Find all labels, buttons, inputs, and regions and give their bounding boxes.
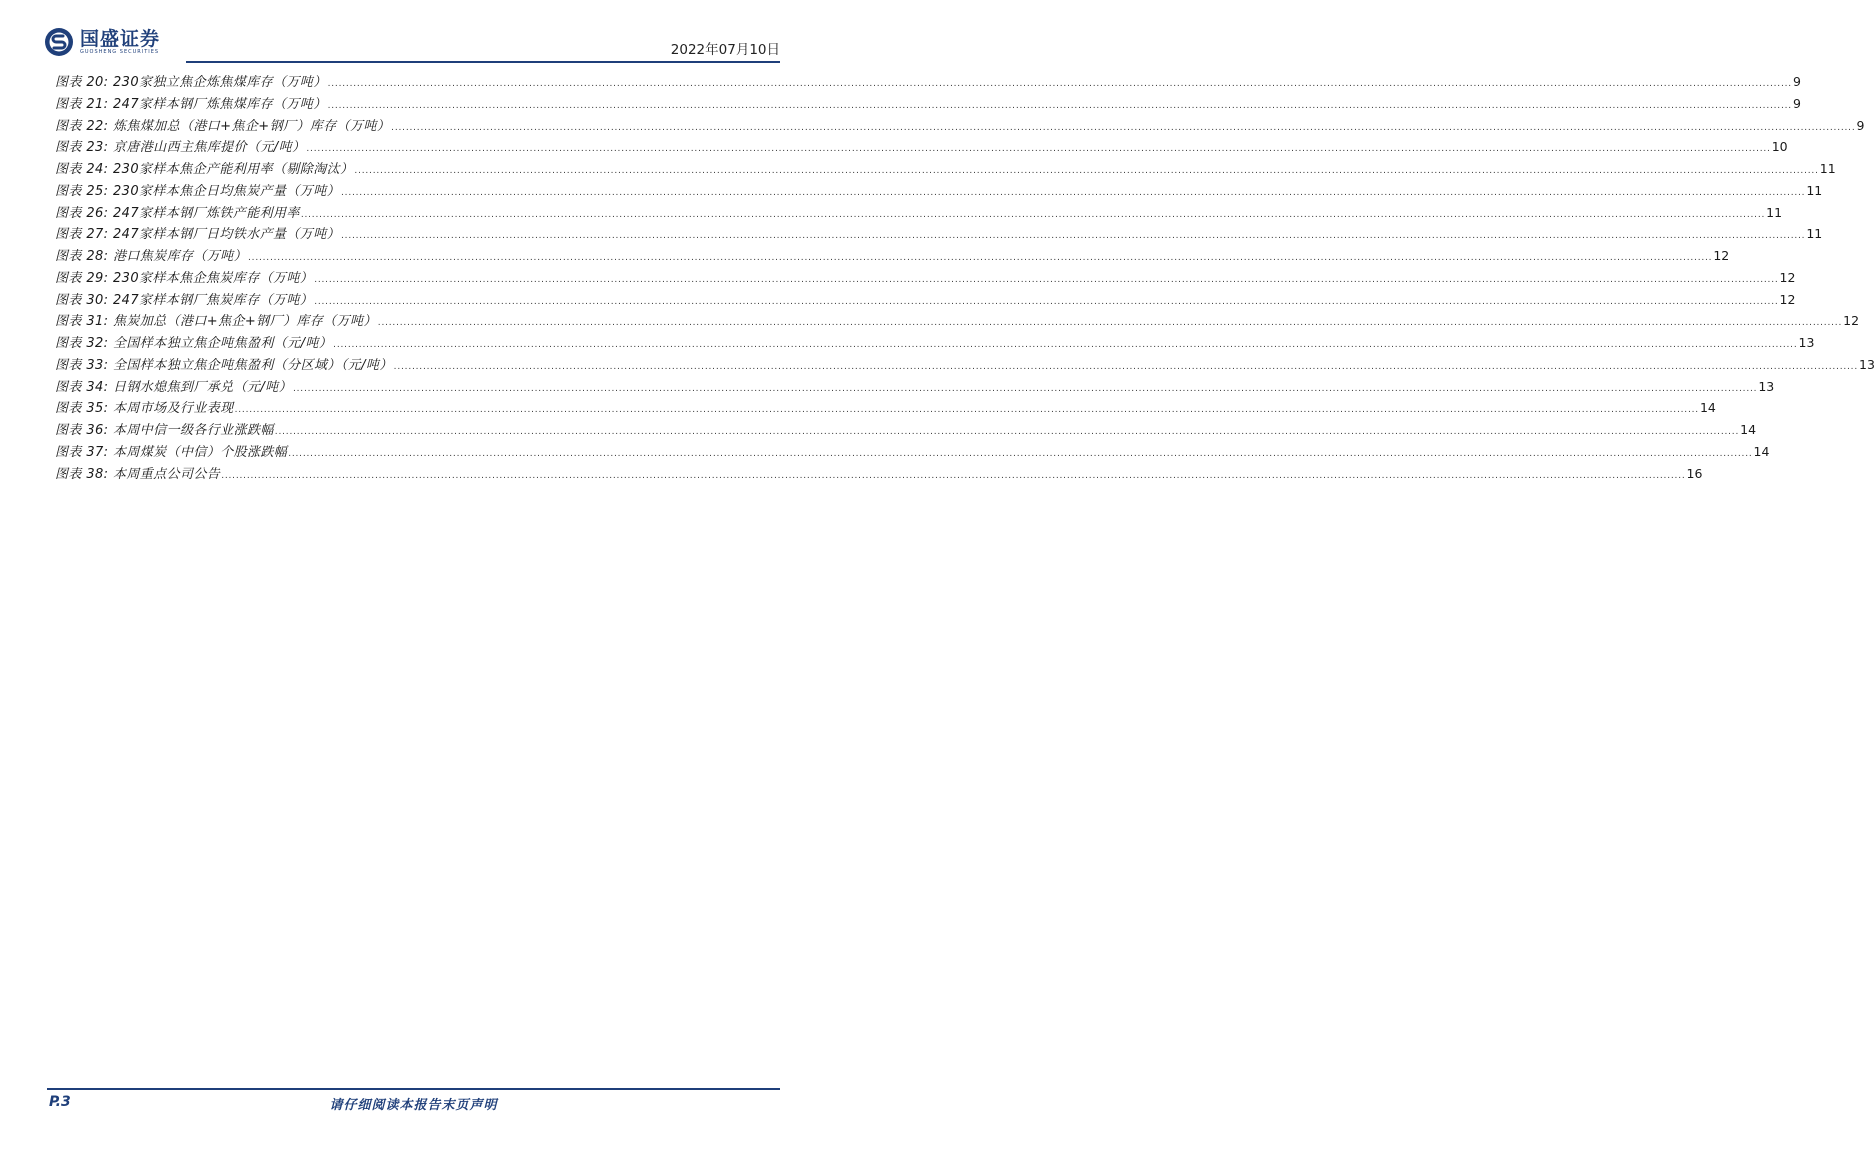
- toc-entry[interactable]: [55, 310, 1860, 332]
- toc-leader-dots: ................................................................................................................................................................................................................................................................................................................................................................................................................: [377, 318, 1843, 329]
- toc-entry-page: 12: [1779, 291, 1796, 307]
- toc-leader-dots: ................................................................................................................................................................................................................................................................................................................................................................................................................: [354, 166, 1819, 176]
- toc-entry[interactable]: [55, 397, 1716, 419]
- toc-leader-dots: ................................................................................................................................................................................................................................................................................................................................................................................................................: [327, 79, 1792, 89]
- toc-entry-page: 12: [1779, 269, 1796, 285]
- toc-leader-dots: ................................................................................................................................................................................................................................................................................................................................................................................................................: [314, 274, 1779, 285]
- toc-leader-dots: ................................................................................................................................................................................................................................................................................................................................................................................................................: [327, 100, 1792, 111]
- toc-entry-page: 12: [1713, 248, 1730, 263]
- company-logo: [44, 27, 160, 57]
- toc-entry-page: 11: [1806, 182, 1823, 198]
- toc-entry-label: 图表 35: 本周市场及行业表现: [55, 401, 234, 417]
- disclaimer-text: 请仔细阅读本报告末页声明: [329, 1098, 498, 1113]
- toc-entry-page: 9: [1792, 74, 1801, 89]
- toc-entry[interactable]: [55, 93, 1801, 115]
- toc-entry-page: 11: [1806, 226, 1823, 242]
- toc-entry-label: 图表 36: 本周中信一级各行业涨跌幅: [55, 423, 274, 438]
- toc-entry-page: 11: [1819, 161, 1836, 176]
- toc-leader-dots: ................................................................................................................................................................................................................................................................................................................................................................................................................: [393, 361, 1859, 372]
- header-divider: [186, 61, 780, 63]
- toc-entry-label: 图表 21: 247家样本钢厂炼焦煤库存（万吨）: [55, 96, 327, 112]
- logo-icon: [44, 27, 74, 57]
- figure-index-list: [55, 71, 1875, 484]
- toc-entry-page: 9: [1856, 117, 1865, 133]
- toc-leader-dots: ................................................................................................................................................................................................................................................................................................................................................................................................................: [391, 122, 1856, 133]
- toc-entry-page: 12: [1843, 313, 1860, 329]
- toc-entry-label: 图表 34: 日钢水熄焦到厂承兑（元/吨）: [55, 379, 292, 395]
- toc-entry[interactable]: [55, 223, 1823, 245]
- toc-entry-label: 图表 37: 本周煤炭（中信）个股涨跌幅: [55, 444, 288, 460]
- toc-entry-label: 图表 38: 本周重点公司公告: [55, 466, 221, 482]
- toc-entry[interactable]: [55, 441, 1770, 463]
- toc-leader-dots: ................................................................................................................................................................................................................................................................................................................................................................................................................: [300, 209, 1766, 220]
- toc-entry-label: 图表 33: 全国样本独立焦企吨焦盈利（分区域）（元/吨）: [55, 357, 393, 373]
- toc-entry[interactable]: [55, 419, 1757, 441]
- toc-entry-label: 图表 32: 全国样本独立焦企吨焦盈利（元/吨）: [55, 336, 333, 351]
- brand-subtitle: GUOSHENG SECURITIES: [80, 48, 160, 55]
- toc-leader-dots: ................................................................................................................................................................................................................................................................................................................................................................................................................: [306, 144, 1771, 155]
- toc-leader-dots: ................................................................................................................................................................................................................................................................................................................................................................................................................: [314, 296, 1779, 307]
- toc-entry[interactable]: [55, 136, 1788, 158]
- toc-entry-label: 图表 23: 京唐港山西主焦库提价（元/吨）: [55, 140, 306, 156]
- toc-entry[interactable]: [55, 202, 1783, 224]
- toc-entry-page: 13: [1758, 378, 1775, 394]
- toc-entry[interactable]: [55, 332, 1815, 354]
- page-number: P.3: [49, 1094, 71, 1110]
- toc-entry-label: 图表 25: 230家样本焦企日均焦炭产量（万吨）: [55, 183, 340, 199]
- toc-leader-dots: ................................................................................................................................................................................................................................................................................................................................................................................................................: [248, 253, 1713, 263]
- toc-entry[interactable]: [55, 158, 1836, 180]
- toc-entry[interactable]: [55, 245, 1730, 267]
- page-header: [0, 0, 827, 64]
- toc-entry-label: 图表 31: 焦炭加总（港口+焦企+钢厂）库存（万吨）: [55, 314, 377, 330]
- toc-entry-label: 图表 27: 247家样本钢厂日均铁水产量（万吨）: [55, 227, 340, 243]
- toc-entry-label: 图表 20: 230家独立焦企炼焦煤库存（万吨）: [55, 75, 327, 90]
- toc-entry[interactable]: [55, 180, 1823, 202]
- toc-entry-label: 图表 28: 港口焦炭库存（万吨）: [55, 249, 247, 264]
- toc-entry-page: 14: [1753, 443, 1770, 459]
- toc-leader-dots: ................................................................................................................................................................................................................................................................................................................................................................................................................: [292, 383, 1758, 394]
- toc-entry-label: 图表 29: 230家样本焦企焦炭库存（万吨）: [55, 270, 314, 286]
- toc-leader-dots: ................................................................................................................................................................................................................................................................................................................................................................................................................: [341, 187, 1806, 198]
- toc-entry-label: 图表 24: 230家样本焦企产能利用率（剔除淘汰）: [55, 162, 354, 177]
- toc-entry-page: 16: [1686, 465, 1703, 481]
- toc-leader-dots: ................................................................................................................................................................................................................................................................................................................................................................................................................: [288, 448, 1753, 459]
- toc-leader-dots: ................................................................................................................................................................................................................................................................................................................................................................................................................: [341, 231, 1806, 242]
- toc-entry[interactable]: [55, 376, 1775, 398]
- toc-entry[interactable]: [55, 115, 1865, 137]
- toc-entry[interactable]: [55, 267, 1796, 289]
- footer-divider: [47, 1088, 780, 1090]
- toc-entry-page: 9: [1792, 95, 1801, 111]
- brand-name: 国盛证券: [80, 27, 161, 50]
- toc-entry-label: 图表 30: 247家样本钢厂焦炭库存（万吨）: [55, 292, 314, 308]
- toc-entry-page: 10: [1771, 139, 1788, 155]
- toc-leader-dots: ................................................................................................................................................................................................................................................................................................................................................................................................................: [274, 427, 1740, 437]
- toc-entry-page: 11: [1766, 204, 1783, 220]
- toc-entry-label: 图表 22: 炼焦煤加总（港口+焦企+钢厂）库存（万吨）: [55, 118, 391, 134]
- report-date: 2022年07月10日: [670, 42, 780, 58]
- toc-leader-dots: ................................................................................................................................................................................................................................................................................................................................................................................................................: [333, 340, 1798, 350]
- toc-entry[interactable]: [55, 354, 1875, 376]
- toc-entry-label: 图表 26: 247家样本钢厂炼铁产能利用率: [55, 205, 300, 221]
- toc-entry-page: 14: [1740, 422, 1757, 437]
- toc-entry[interactable]: [55, 289, 1796, 311]
- toc-entry-page: 14: [1699, 400, 1716, 416]
- toc-leader-dots: ................................................................................................................................................................................................................................................................................................................................................................................................................: [221, 470, 1686, 481]
- toc-entry[interactable]: [55, 463, 1703, 485]
- toc-leader-dots: ................................................................................................................................................................................................................................................................................................................................................................................................................: [234, 405, 1699, 416]
- toc-entry-page: 13: [1859, 356, 1875, 372]
- toc-entry-page: 13: [1798, 335, 1815, 350]
- toc-entry[interactable]: [55, 71, 1801, 93]
